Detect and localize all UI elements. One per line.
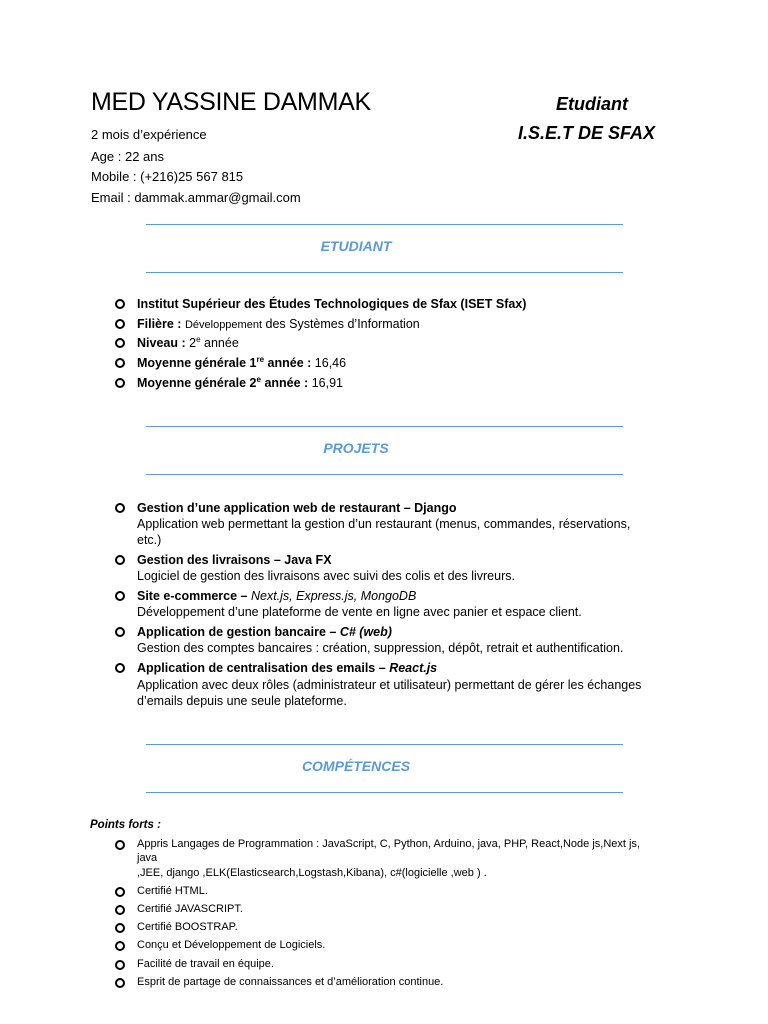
moyenne1-value: 16,46: [314, 356, 347, 370]
projects-section-title: PROJETS: [323, 440, 389, 456]
bullet-icon: [115, 923, 125, 933]
skill-item: Conçu et Développement de Logiciels.: [137, 939, 326, 951]
bullet-icon: [115, 591, 125, 601]
project-title-line: [137, 660, 437, 676]
moyenne1-label-a: Moyenne générale 1: [137, 356, 257, 370]
section-divider: [146, 474, 623, 475]
project-tech: React.js: [389, 661, 438, 675]
project-desc: Application avec deux rôles (administrateur et utilisateur) permettant de gérer les échanges: [137, 678, 642, 692]
niveau-rest: année: [204, 336, 239, 350]
bullet-icon: [115, 960, 125, 970]
languages-line: Appris Langages de Programmation : JavaScript, C, Python, Arduino, java, PHP, React,Node js,Next js,: [137, 838, 640, 850]
project-title: Gestion d’une application web de restaurant – Django: [137, 501, 457, 515]
niveau-num: 2: [189, 336, 197, 350]
section-divider: [146, 426, 623, 427]
project-desc: Gestion des comptes bancaires : création, suppression, dépôt, retrait et authentification.: [137, 641, 624, 655]
skill-item: Certifié BOOSTRAP.: [137, 921, 238, 933]
skill-item: Certifié HTML.: [137, 885, 208, 897]
project-title-line: [137, 588, 416, 604]
age-text: Age : 22 ans: [91, 149, 164, 164]
moyenne1-sup: re: [256, 354, 265, 364]
bullet-icon: [115, 627, 125, 637]
project-title-line: [137, 624, 392, 640]
section-divider: [146, 744, 623, 745]
bullet-icon: [115, 378, 125, 388]
bullet-icon: [115, 978, 125, 988]
bullet-icon: [115, 840, 125, 850]
moyenne2-sup: e: [256, 374, 261, 384]
bullet-icon: [115, 941, 125, 951]
moyenne1-label-b: année :: [267, 356, 312, 370]
bullet-icon: [115, 338, 125, 348]
project-title: Site e-commerce –: [137, 589, 248, 603]
moyenne2-line: [137, 375, 343, 391]
project-desc: Logiciel de gestion des livraisons avec suivi des colis et des livreurs.: [137, 569, 515, 583]
skills-section-title: COMPÉTENCES: [301, 758, 411, 774]
bullet-icon: [115, 358, 125, 368]
languages-line: ,JEE, django ,ELK(Elasticsearch,Logstash,Kibana), c#(logicielle ,web ) .: [137, 867, 487, 879]
mobile-text: Mobile : (+216)25 567 815: [91, 169, 244, 184]
project-tech: Next.js, Express.js, MongoDB: [250, 589, 417, 603]
niveau-sup: e: [196, 334, 201, 344]
bullet-icon: [115, 299, 125, 309]
project-desc: Application web permettant la gestion d’un restaurant (menus, commandes, réservations,: [137, 517, 631, 531]
project-desc: Développement d’une plateforme de vente en ligne avec panier et espace client.: [137, 605, 582, 619]
moyenne2-label-a: Moyenne générale 2: [137, 376, 257, 390]
bullet-icon: [115, 905, 125, 915]
bullet-icon: [115, 555, 125, 565]
project-title: Application de centralisation des emails –: [137, 661, 386, 675]
skill-item: Certifié JAVASCRIPT.: [137, 903, 243, 915]
moyenne1-line: [137, 355, 346, 371]
email-text: Email : dammak.ammar@gmail.com: [91, 190, 301, 205]
filiere-label: Filière :: [137, 317, 182, 331]
skill-item: Esprit de partage de connaissances et d’amélioration continue.: [137, 976, 444, 988]
filiere-line: [137, 316, 420, 333]
skill-item: Facilité de travail en équipe.: [137, 958, 274, 970]
niveau-label: Niveau :: [137, 336, 186, 350]
role-title: Etudiant: [556, 94, 628, 114]
institute-text: Institut Supérieur des Études Technologiques de Sfax (ISET Sfax): [137, 297, 527, 311]
filiere-value: des Systèmes d’Information: [265, 317, 420, 331]
section-divider: [146, 224, 623, 225]
strengths-label: Points forts :: [90, 819, 161, 831]
filiere-value-small: Développement: [184, 319, 263, 331]
project-desc: d’emails depuis une seule plateforme.: [137, 694, 347, 708]
experience-text: 2 mois d’expérience: [91, 127, 207, 142]
moyenne2-label-b: année :: [264, 376, 309, 390]
niveau-line: [137, 335, 239, 351]
project-title: Gestion des livraisons – Java FX: [137, 553, 332, 567]
bullet-icon: [115, 663, 125, 673]
bullet-icon: [115, 503, 125, 513]
project-title: Application de gestion bancaire –: [137, 625, 337, 639]
candidate-name: MED YASSINE DAMMAK: [91, 88, 371, 116]
section-divider: [146, 792, 623, 793]
languages-line: java: [137, 852, 158, 864]
moyenne2-value: 16,91: [311, 376, 343, 390]
section-divider: [146, 272, 623, 273]
bullet-icon: [115, 887, 125, 897]
school-title: I.S.E.T DE SFAX: [518, 123, 656, 143]
project-desc: etc.): [137, 533, 162, 547]
education-section-title: ETUDIANT: [320, 238, 392, 254]
bullet-icon: [115, 319, 125, 329]
project-tech: C# (web): [339, 625, 392, 639]
